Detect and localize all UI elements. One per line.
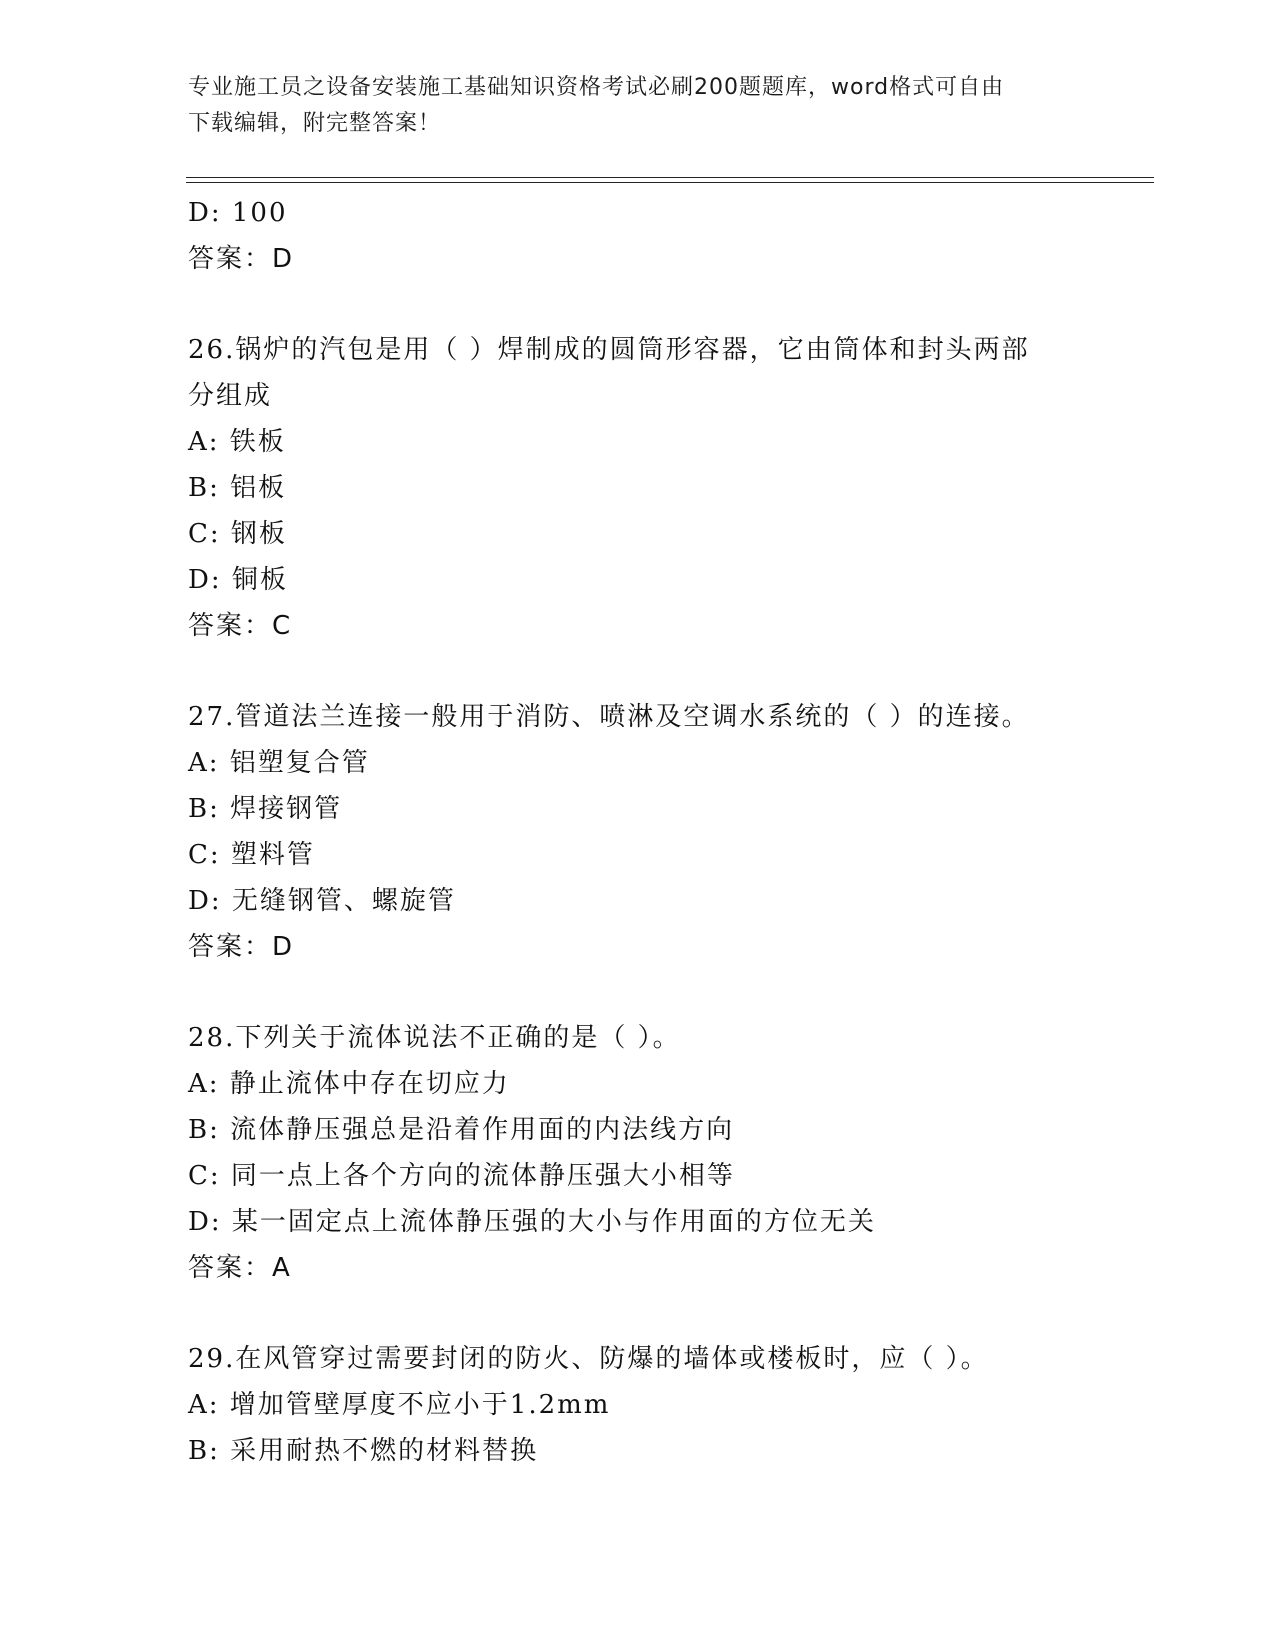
- question-stem: 26.锅炉的汽包是用（ ）焊制成的圆筒形容器，它由筒体和封头两部: [188, 335, 1030, 365]
- option-c: C: 钢板: [188, 519, 287, 549]
- option-b: B: 流体静压强总是沿着作用面的内法线方向: [188, 1115, 735, 1145]
- option-d: D: 铜板: [188, 565, 288, 595]
- question-29: [188, 1336, 1088, 1474]
- option-b: B: 铝板: [188, 473, 287, 503]
- option-c: C: 同一点上各个方向的流体静压强大小相等: [188, 1161, 735, 1191]
- question-content: [188, 190, 1088, 1474]
- header-divider-bottom: [186, 182, 1154, 183]
- option-a: A: 增加管壁厚度不应小于1.2mm: [188, 1390, 611, 1420]
- header-line-1: 专业施工员之设备安装施工基础知识资格考试必刷200题题库，word格式可自由: [188, 75, 1005, 100]
- header-line-2: 下载编辑，附完整答案！: [188, 111, 442, 136]
- answer-line: 答案：D: [188, 244, 295, 274]
- document-header: [188, 70, 1088, 142]
- question-stem: 28.下列关于流体说法不正确的是（ ）。: [188, 1023, 681, 1053]
- option-a: A: 铁板: [188, 427, 286, 457]
- answer-line: 答案：A: [188, 1253, 292, 1283]
- question-26: [188, 327, 1088, 649]
- question-stem: 27.管道法兰连接一般用于消防、喷淋及空调水系统的（ ）的连接。: [188, 702, 1030, 732]
- question-stem-continued: 分组成: [188, 381, 273, 411]
- option-a: A: 铝塑复合管: [188, 748, 370, 778]
- option-b: B: 焊接钢管: [188, 794, 343, 824]
- option-b: B: 采用耐热不燃的材料替换: [188, 1436, 539, 1466]
- option-d: D: 某一固定点上流体静压强的大小与作用面的方位无关: [188, 1207, 876, 1237]
- header-divider-top: [186, 177, 1154, 178]
- option-c: C: 塑料管: [188, 840, 315, 870]
- option-d: D: 100: [188, 198, 288, 228]
- option-a: A: 静止流体中存在切应力: [188, 1069, 510, 1099]
- question-27: [188, 694, 1088, 970]
- option-d: D: 无缝钢管、螺旋管: [188, 886, 456, 916]
- question-28: [188, 1015, 1088, 1291]
- answer-line: 答案：C: [188, 611, 293, 641]
- question-stem: 29.在风管穿过需要封闭的防火、防爆的墙体或楼板时，应（ ）。: [188, 1344, 989, 1374]
- answer-line: 答案：D: [188, 932, 295, 962]
